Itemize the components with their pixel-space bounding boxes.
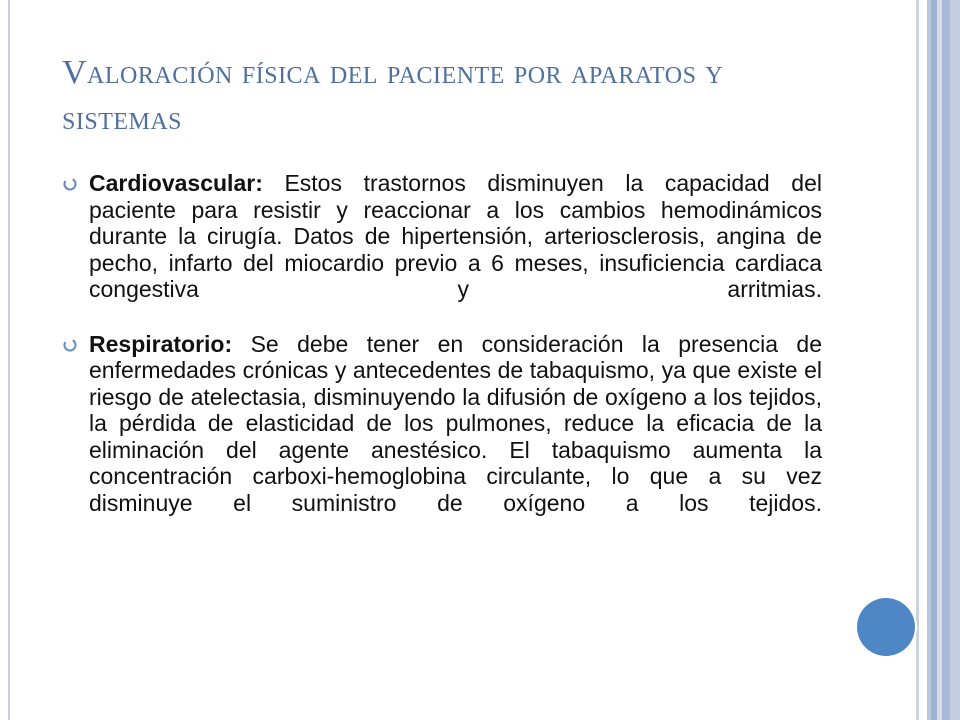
slide-title: Valoración física del paciente por aparatos y sistemas (62, 54, 724, 137)
ring-bullet-icon (62, 176, 78, 192)
stripe (950, 0, 960, 720)
bullet-label: Respiratorio: (89, 330, 233, 357)
bullet-label: Cardiovascular: (89, 170, 263, 196)
bullet-text: Estos trastornos disminuyen la capacidad del paciente para resistir y reaccionar a los cambios hemodinámicos durante la cirugía. Datos de hipertensión, arteriosclerosis, angina de pecho, infarto del miocardio previo a 6 meses, insuficiencia cardiaca congestiva y arritmias. (89, 170, 822, 302)
stripe (942, 0, 950, 720)
right-decorative-stripes (916, 0, 960, 720)
ring-bullet-icon (62, 337, 78, 353)
stripe (919, 0, 927, 720)
bullet-text: Se debe tener en consideración la presencia de enfermedades crónicas y antecedentes de tabaquismo, ya que existe el riesgo de atelectasia, disminuyendo la difusión de oxígeno a los tejidos, la pérdida de elasticidad de los pulmones, reduce la eficacia de la eliminación del agente anestésico. El tabaquismo aumenta la concentración carboxi-hemoglobina circulante, lo que a su vez disminuye el suministro de oxígeno a los tejidos. (89, 330, 822, 516)
left-frame-line (8, 0, 10, 720)
decorative-circle (857, 598, 915, 656)
bullet-item-respiratorio (62, 331, 822, 517)
bullet-item-cardiovascular (62, 170, 822, 303)
bullet-list (62, 170, 822, 516)
